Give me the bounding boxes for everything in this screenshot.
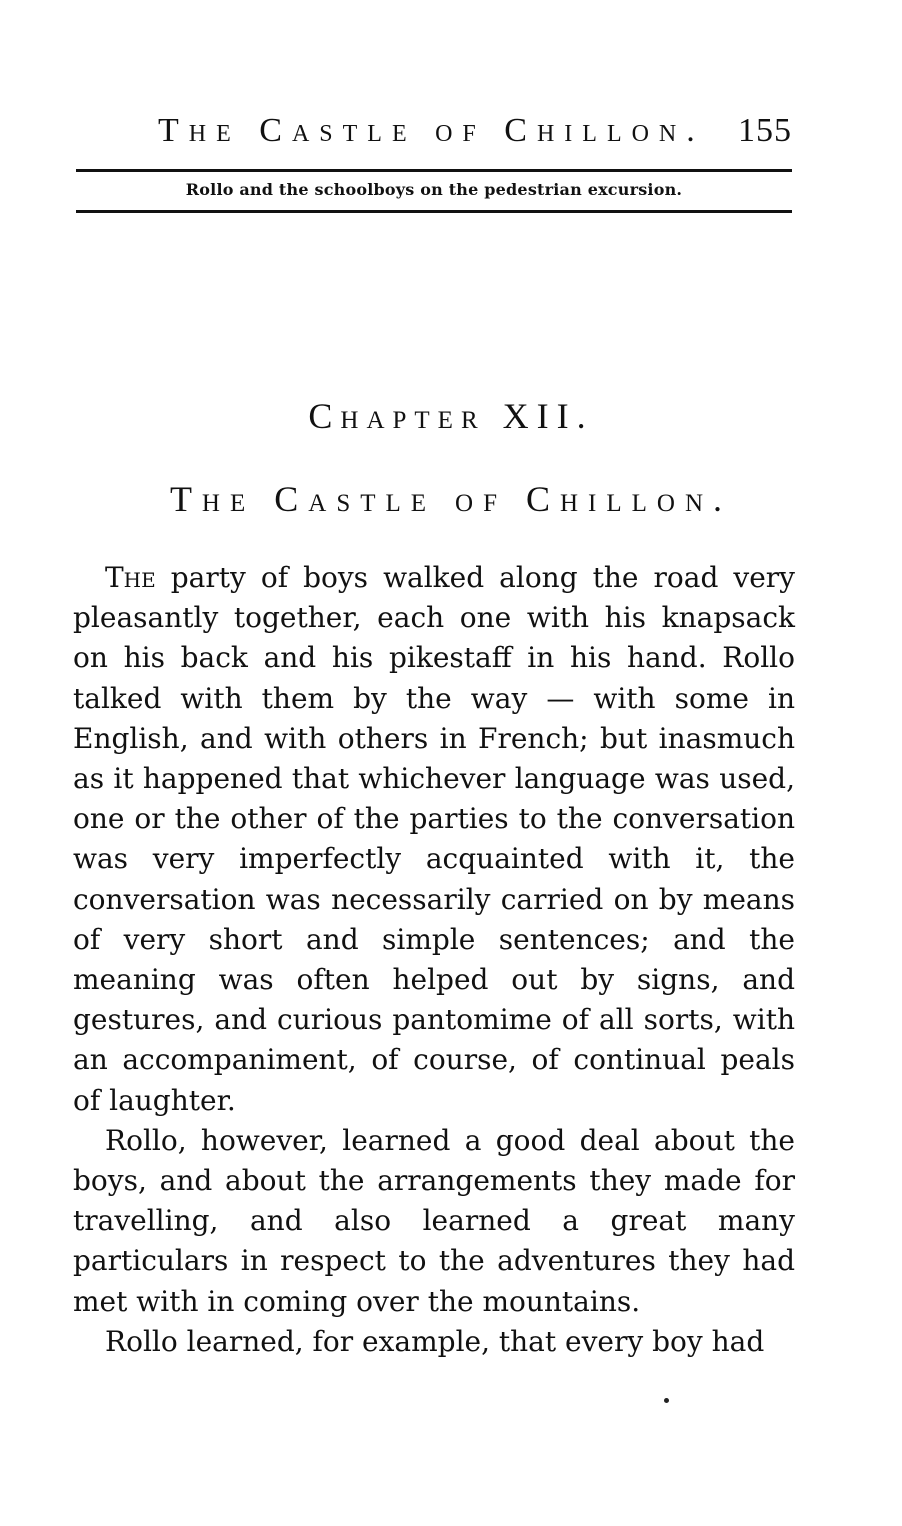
paragraph-1	[73, 558, 795, 1121]
paragraph-2	[73, 1121, 795, 1322]
page-number: 155	[738, 112, 792, 149]
chapter-label: Chapter XII.	[308, 396, 594, 436]
running-subhead: Rollo and the schoolboys on the pedestrian excursion.	[185, 180, 683, 199]
chapter-title: The Castle of Chillon.	[169, 479, 733, 519]
paragraph-3	[73, 1322, 795, 1362]
print-speck	[664, 1398, 669, 1403]
paragraph-2-text: Rollo, however, learned a good deal about the boys, and about the arrangements they made for travelling, and also learned a great many particulars in respect to the adventures they had met with in coming over the mountains.	[73, 1123, 795, 1318]
header-rule-bottom	[76, 210, 792, 213]
running-head	[76, 112, 792, 152]
paragraph-3-text: Rollo learned, for example, that every boy had	[105, 1324, 765, 1358]
header-rule-top	[76, 169, 792, 172]
paragraph-1-text: party of boys walked along the road very pleasantly together, each one with his knapsack on his back and his pikestaff in his hand. Rollo talked with them by the way — with some in English, and with others in French; but inasmuch as it happened that whichever language was used, one or the other of the parties to the conversation was very imperfectly acquainted with it, the conversation was necessarily carried on by means of very short and simple sentences; and the meaning was often helped out by signs, and gestures, and curious pantomime of all sorts, with an accompaniment, of course, of continual peals of laughter.	[73, 561, 795, 1117]
body-text	[73, 558, 795, 1362]
running-title: The Castle of Chillon.	[158, 112, 705, 149]
paragraph-lead-word: The	[105, 561, 156, 594]
